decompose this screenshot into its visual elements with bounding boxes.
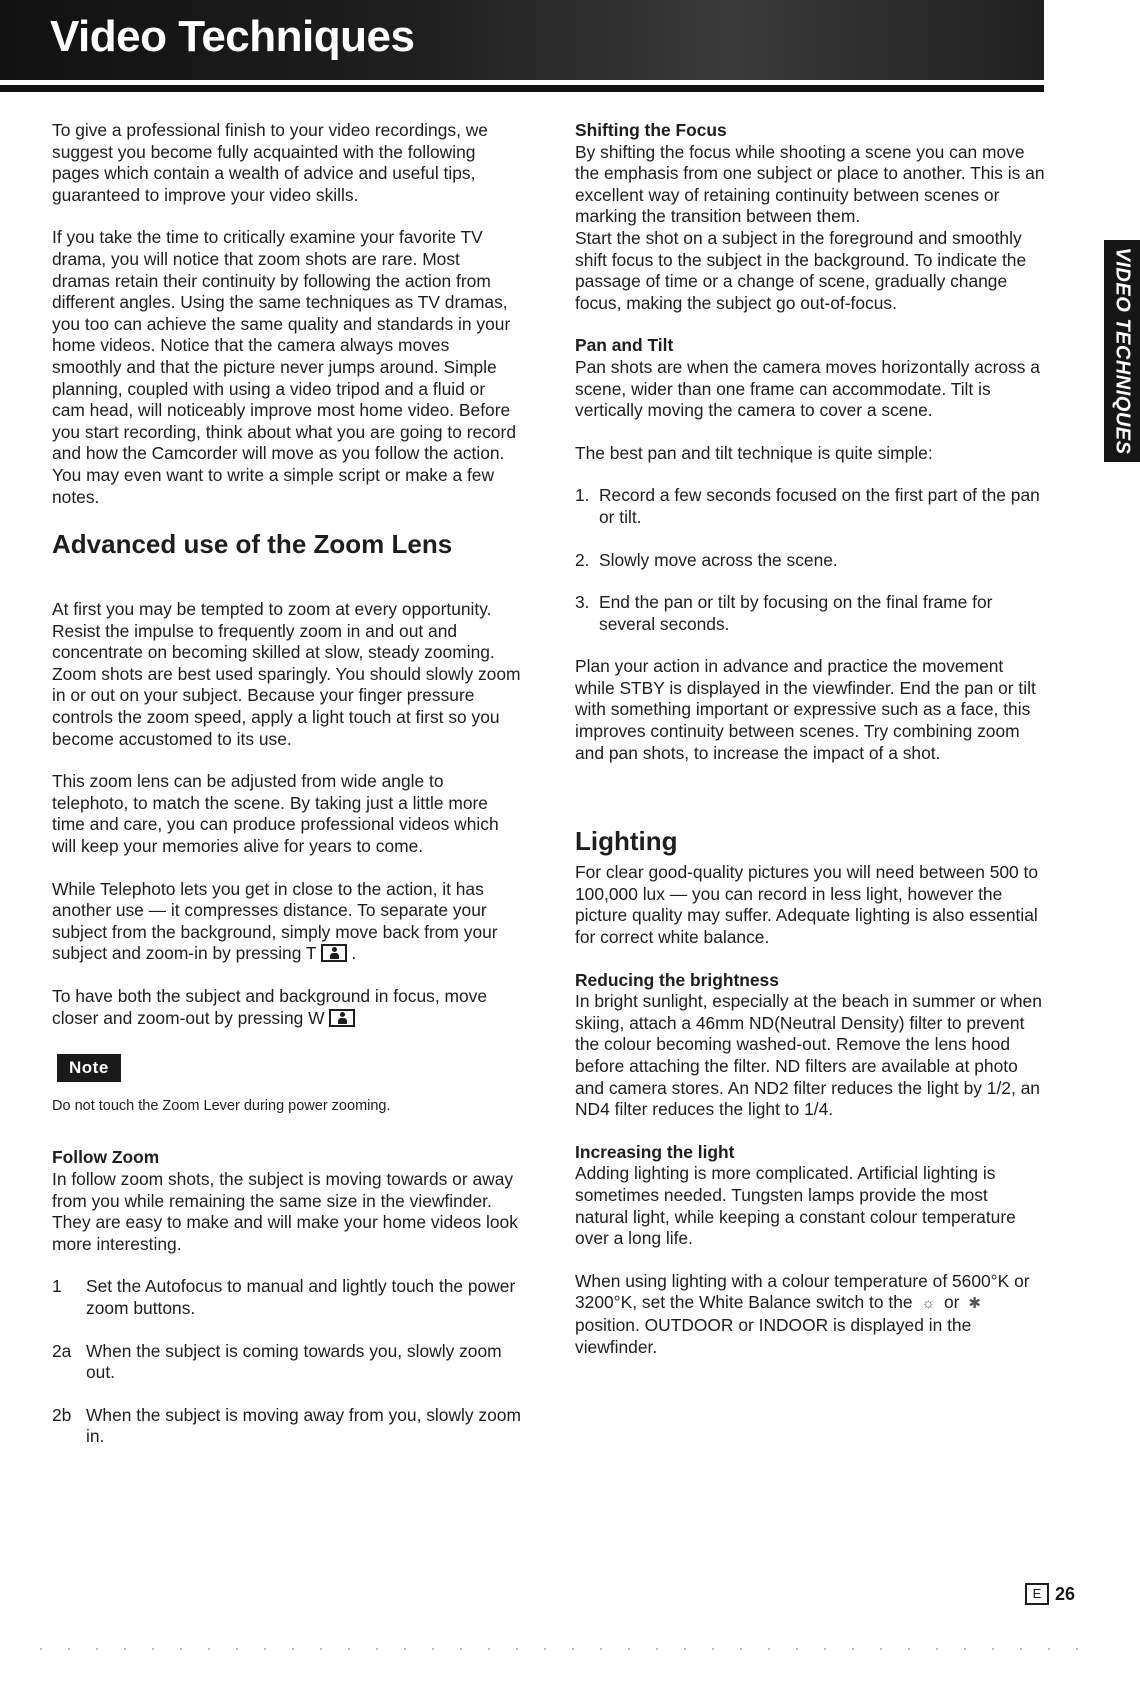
right-column (575, 120, 1045, 1379)
telephoto-icon (321, 944, 347, 962)
side-tab (1104, 240, 1140, 462)
header-band (0, 0, 1044, 80)
pan-tilt-title: Pan and Tilt (575, 335, 674, 356)
pan-tilt-steps (575, 485, 1045, 635)
zoom-paragraph-4-wrap (52, 986, 522, 1029)
wb-text-end: position. OUTDOOR or INDOOR is displayed in the viewfinder. (575, 1314, 972, 1357)
shifting-focus-title: Shifting the Focus (575, 120, 727, 140)
zoom-paragraph-1: At first you may be tempted to zoom at every opportunity. Resist the impulse to frequently zoom in and out and concentrate on becoming skilled at slow, steady zooming. Zoom shots are best used sparingly. You should slowly zoom in or out on your subject. Because your finger pressure controls the zoom speed, apply a light touch at first so you become accustomed to its use. (52, 599, 521, 749)
step-text: When the subject is coming towards you, slowly zoom out. (86, 1340, 502, 1383)
lighting-section-title: Lighting (575, 826, 678, 857)
lighting-paragraph-1: For clear good-quality pictures you will need between 500 to 100,000 lux — you can record in less light, however the picture quality may suffer. Adequate lighting is also essential for correct white balance. (575, 862, 1039, 948)
list-item (575, 550, 1045, 572)
follow-zoom-steps (52, 1276, 522, 1448)
increasing-paragraph: Adding lighting is more complicated. Artificial lighting is sometimes needed. Tungsten lamps provide the most natural light, while keeping a constant colour temperature over a long life. (575, 1163, 1016, 1249)
follow-zoom-paragraph: In follow zoom shots, the subject is moving towards or away from you while remaining the same size in the viewfinder. They are easy to make and will make your home videos look more interesting. (52, 1168, 518, 1254)
step-number: 2. (575, 549, 590, 570)
step-text: Set the Autofocus to manual and lightly touch the power zoom buttons. (86, 1276, 516, 1318)
wb-text-or: or (944, 1292, 960, 1313)
side-tab-label: VIDEO TECHNIQUES (1111, 247, 1134, 455)
step-number: 1 (52, 1276, 62, 1297)
white-balance-paragraph (575, 1271, 1045, 1358)
header-rule (0, 85, 1044, 92)
step-number: 2b (52, 1404, 72, 1425)
list-item (52, 1276, 522, 1319)
list-item (575, 485, 1045, 528)
focus-paragraph-1: By shifting the focus while shooting a scene you can move the emphasis from one subject or place to another. This is an excellent way of retaining continuity between scenes or marking the transition between them. (575, 141, 1045, 227)
intro-paragraph-2: If you take the time to critically examine your favorite TV drama, you will notice that zoom shots are rare. Most dramas retain their continuity by following the action from different angles. Using the same techniques as TV dramas, you too can achieve the same quality and standards in your home videos. Notice that the camera always moves smoothly and that the picture never jumps around. Simple planning, coupled with using a video tripod and a fluid or cam head, will noticeably improve most home video. Before you start recording, think about what you are going to record and how the Camcorder will move as you follow the action. You may even want to write a simple script or make a few notes. (52, 227, 517, 507)
page-title: Video Techniques (50, 12, 415, 61)
pan-paragraph-1: Pan shots are when the camera moves horizontally across a scene, wider than one frame can accommodate. Tilt is vertically moving the camera to cover a scene. (575, 356, 1040, 421)
zoom-paragraph-2: This zoom lens can be adjusted from wide angle to telephoto, to match the scene. By taking just a little more time and care, you can produce professional videos which will keep your memories alive for years to come. (52, 771, 499, 857)
left-column (52, 120, 522, 1469)
reducing-brightness-title: Reducing the brightness (575, 969, 779, 990)
follow-zoom-title: Follow Zoom (52, 1147, 160, 1168)
note-badge: Note (57, 1054, 121, 1082)
step-number: 2a (52, 1340, 72, 1361)
note-text: Do not touch the Zoom Lever during power zooming. (52, 1097, 391, 1114)
step-text: Slowly move across the scene. (599, 549, 838, 570)
list-item (52, 1341, 522, 1384)
scan-noise (40, 1648, 1100, 1650)
step-text: Record a few seconds focused on the first part of the pan or tilt. (599, 485, 1040, 527)
intro-paragraph-1: To give a professional finish to your video recordings, we suggest you become fully acquainted with the following pages which contain a wealth of advice and useful tips, guaranteed to improve your video skills. (52, 120, 488, 205)
lamp-icon: ✱ (968, 1295, 981, 1313)
language-badge: E (1025, 1583, 1049, 1605)
list-item (575, 592, 1045, 635)
step-number: 3. (575, 592, 590, 613)
zoom-paragraph-3-wrap: While Telephoto lets you get in close to the action, it has another use — it compresses distance. To separate your subject from the background, simply move back from your subject and zoom-in by pressing T . (52, 878, 498, 964)
zoom-paragraph-3: While Telephoto lets you get in close to the action, it has another use — it compresses distance. To separate your subject from the background, simply move back from your subject and zoom-in by pressing T (52, 878, 498, 964)
reducing-paragraph: In bright sunlight, especially at the beach in summer or when skiing, attach a 46mm ND(Neutral Density) filter to prevent the colour becoming washed-out. Remove the lens hood before attaching the filter. ND filters are available at photo and camera stores. An ND2 filter reduces the light by 1/2, an ND4 filter reduces the light to 1/4. (575, 991, 1042, 1120)
step-text: End the pan or tilt by focusing on the final frame for several seconds. (599, 592, 993, 634)
zoom-section-title: Advanced use of the Zoom Lens (52, 529, 453, 560)
wb-text-start: When using lighting with a colour temperature of 5600°K or 3200°K, set the White Balance switch to the (575, 1270, 1030, 1313)
page-footer (1025, 1583, 1075, 1605)
increasing-light-title: Increasing the light (575, 1141, 735, 1162)
wide-angle-icon (329, 1009, 355, 1027)
pan-paragraph-3: Plan your action in advance and practice the movement while STBY is displayed in the viewfinder. End the pan or tilt with something important or expressive such as a face, this improves continuity between scenes. Try combining zoom and pan shots, to increase the impact of a shot. (575, 656, 1036, 763)
sun-icon: ☼ (921, 1295, 936, 1313)
focus-paragraph-2: Start the shot on a subject in the foreground and smoothly shift focus to the subject in the background. To indicate the passage of time or a change of scene, gradually change focus, making the subject go out-of-focus. (575, 227, 1027, 313)
zoom-paragraph-4: To have both the subject and background in focus, move closer and zoom-out by pressing W (52, 986, 488, 1028)
page-number: 26 (1055, 1583, 1076, 1604)
pan-paragraph-2: The best pan and tilt technique is quite simple: (575, 442, 933, 463)
step-text: When the subject is moving away from you, slowly zoom in. (86, 1404, 521, 1447)
step-number: 1. (575, 485, 590, 506)
list-item (52, 1405, 522, 1448)
